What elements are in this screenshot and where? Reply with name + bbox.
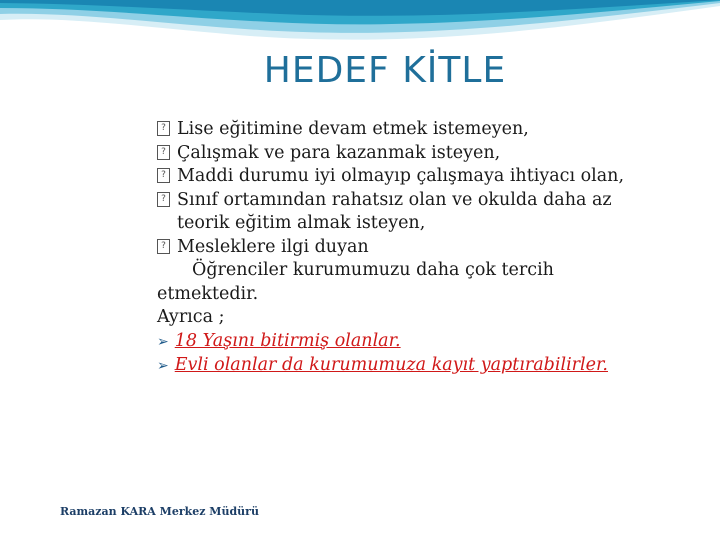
bullet-item bbox=[157, 236, 677, 260]
highlight-text: 18 Yaşını bitirmiş olanlar. bbox=[174, 330, 401, 351]
arrow-bullet-icon: ➢ bbox=[157, 358, 169, 374]
bullet-icon: ? bbox=[157, 192, 170, 207]
summary-line-end: etmektedir. bbox=[157, 283, 259, 304]
bullet-item bbox=[157, 142, 677, 166]
bullet-item bbox=[157, 189, 677, 236]
bullet-text: Çalışmak ve para kazanmak isteyen, bbox=[177, 142, 501, 163]
bullet-icon: ? bbox=[157, 145, 170, 160]
bullet-item bbox=[157, 118, 677, 142]
arrow-bullet-icon: ➢ bbox=[157, 333, 169, 350]
bullet-item bbox=[157, 165, 677, 189]
highlight-text: Evli olanlar da kurumumuza kayıt yaptırabilirler. bbox=[174, 355, 608, 375]
slide-body bbox=[157, 118, 677, 379]
bullet-icon: ? bbox=[157, 121, 170, 136]
also-label: Ayrıca ; bbox=[157, 307, 225, 327]
highlight-item bbox=[157, 330, 677, 355]
bullet-text: Maddi durumu iyi olmayıp çalışmaya ihtiyacı olan, bbox=[177, 166, 625, 186]
bullet-icon: ? bbox=[157, 239, 170, 254]
footer-author: Ramazan KARA Merkez Müdürü bbox=[60, 505, 259, 518]
summary-line: Öğrenciler kurumumuzu daha çok tercih bbox=[192, 260, 554, 280]
slide-title: HEDEF KİTLE bbox=[263, 50, 507, 91]
bullet-text-continuation: teorik eğitim almak isteyen, bbox=[177, 213, 426, 233]
highlight-item bbox=[157, 354, 677, 379]
bullet-text: Lise eğitimine devam etmek istemeyen, bbox=[177, 119, 529, 139]
bullet-text: Sınıf ortamından rahatsız olan ve okulda daha az bbox=[177, 189, 612, 210]
bullet-text: Mesleklere ilgi duyan bbox=[177, 236, 369, 257]
bullet-icon: ? bbox=[157, 168, 170, 183]
